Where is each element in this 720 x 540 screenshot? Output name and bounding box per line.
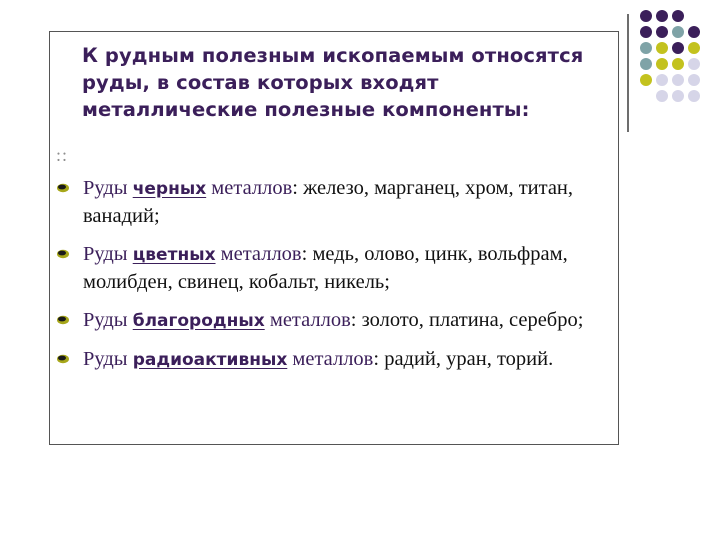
item-separator: : <box>292 177 298 199</box>
item-separator: : <box>350 309 357 331</box>
decorative-dot <box>672 58 684 70</box>
decorative-dot <box>656 42 668 54</box>
decorative-dot <box>656 74 668 86</box>
decorative-dot <box>672 90 684 102</box>
decorative-dot <box>688 58 700 70</box>
list-item <box>50 307 615 335</box>
item-prefix: Руды <box>83 177 128 199</box>
item-separator: : <box>373 348 380 370</box>
decorative-dot <box>672 74 684 86</box>
item-keyword: радиоактивных <box>132 350 288 370</box>
decorative-dot <box>656 58 668 70</box>
item-prefix: Руды <box>83 348 128 370</box>
decorative-dot <box>640 26 652 38</box>
decorative-dot <box>656 26 668 38</box>
item-separator: : <box>301 243 308 265</box>
decorative-vertical-line <box>627 14 629 132</box>
item-prefix: Руды <box>83 309 128 331</box>
list-item <box>50 241 615 296</box>
decorative-dot <box>688 26 700 38</box>
bullet-icon <box>56 352 70 366</box>
slide-title <box>82 42 612 123</box>
decorative-dot <box>640 58 652 70</box>
item-rest: железо, марганец, хром, титан, ванадий; <box>83 177 574 227</box>
decorative-dot <box>640 42 652 54</box>
list-item <box>50 175 615 230</box>
item-keyword: цветных <box>132 245 216 265</box>
item-word: металлов <box>292 348 374 370</box>
item-word: металлов <box>220 243 302 265</box>
bullet-icon <box>56 247 70 261</box>
title-colon: : <box>521 98 530 121</box>
bullet-icon <box>56 313 70 327</box>
decorative-dot <box>688 74 700 86</box>
item-rest: медь, олово, цинк, вольфрам, молибден, свинец, кобальт, никель; <box>83 243 568 293</box>
decorative-dot <box>640 10 652 22</box>
title-text: К рудным полезным ископаемым относятся руды, в состав которых входят металлические полезные компоненты <box>82 44 584 121</box>
item-rest: золото, платина, серебро; <box>356 309 584 331</box>
decorative-dot <box>672 26 684 38</box>
item-prefix: Руды <box>83 243 128 265</box>
stray-colon-mark: :: <box>56 145 69 165</box>
decorative-dot-grid <box>640 10 720 120</box>
decorative-dot <box>672 10 684 22</box>
item-keyword: благородных <box>132 311 265 331</box>
decorative-dot <box>688 42 700 54</box>
item-keyword: черных <box>132 179 207 199</box>
decorative-dot <box>640 74 652 86</box>
decorative-dot <box>688 90 700 102</box>
ore-type-list <box>50 175 615 385</box>
decorative-dot <box>656 90 668 102</box>
decorative-dot <box>656 10 668 22</box>
item-word: металлов <box>269 309 351 331</box>
content-box <box>49 31 619 445</box>
list-item <box>50 346 615 374</box>
decorative-dot <box>672 42 684 54</box>
bullet-icon <box>56 181 70 195</box>
item-word: металлов <box>211 177 293 199</box>
item-rest: радий, уран, торий. <box>379 348 554 370</box>
